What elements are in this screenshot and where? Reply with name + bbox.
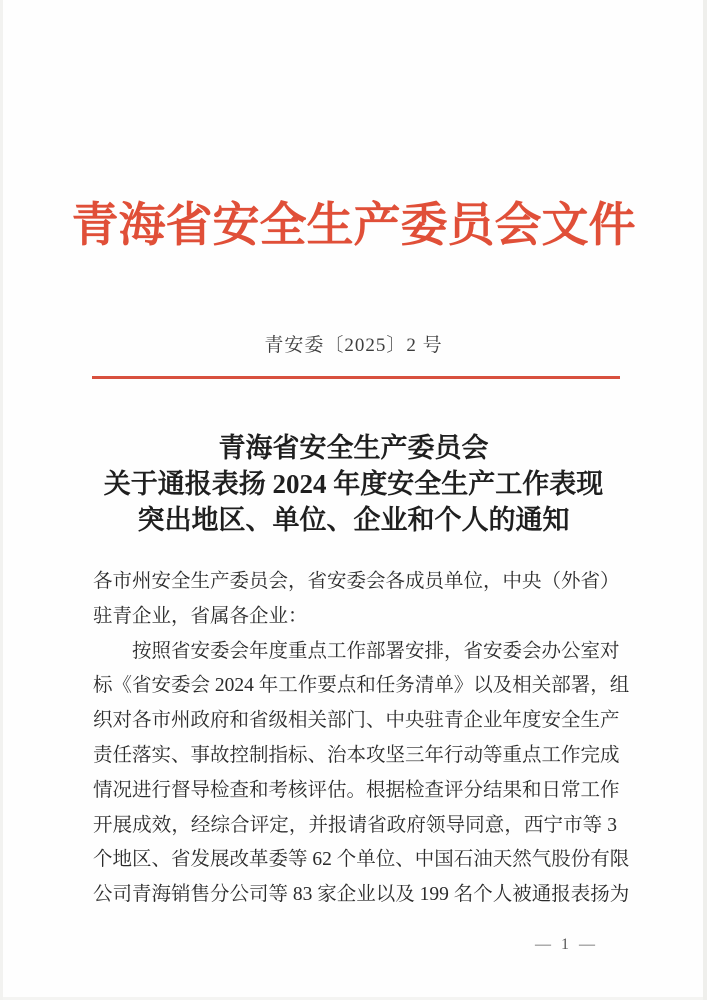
body-text-line: 开展成效，经综合评定，并报请省政府领导同意，西宁市等 3 [93, 814, 617, 836]
page-number: — 1 — [535, 936, 598, 953]
document-number: 青安委〔2025〕2 号 [264, 335, 443, 356]
body-text-line: 按照省安委会年度重点工作部署安排，省安委会办公室对 [93, 640, 620, 662]
document-title-line: 突出地区、单位、企业和个人的通知 [137, 505, 570, 535]
body-text-line: 驻青企业，省属各企业： [93, 605, 308, 627]
document-title-line: 关于通报表扬 2024 年度安全生产工作表现 [103, 469, 604, 499]
body-text-line: 各市州安全生产委员会，省安委会各成员单位，中央（外省） [93, 571, 620, 592]
body-text-line: 织对各市州政府和省级相关部门、中央驻青企业年度安全生产 [93, 710, 620, 732]
body-text-line: 责任落实、事故控制指标、治本攻坚三年行动等重点工作完成 [93, 744, 620, 766]
document-body [93, 565, 630, 913]
document-title [0, 430, 707, 538]
document-title-line: 青海省安全生产委员会 [218, 433, 489, 463]
body-text-line: 情况进行督导检查和考核评估。根据检查评分结果和日常工作 [93, 779, 620, 801]
body-text-line: 标《省安委会 2024 年工作要点和任务清单》以及相关部署，组 [93, 675, 630, 697]
document-header-title: 青海省安全生产委员会文件 [71, 200, 636, 252]
red-separator-line [92, 376, 620, 379]
body-text-line: 公司青海销售分公司等 83 家企业以及 199 名个人被通报表扬为 [93, 884, 630, 906]
body-text-line: 个地区、省发展改革委等 62 个单位、中国石油天然气股份有限 [93, 849, 630, 871]
